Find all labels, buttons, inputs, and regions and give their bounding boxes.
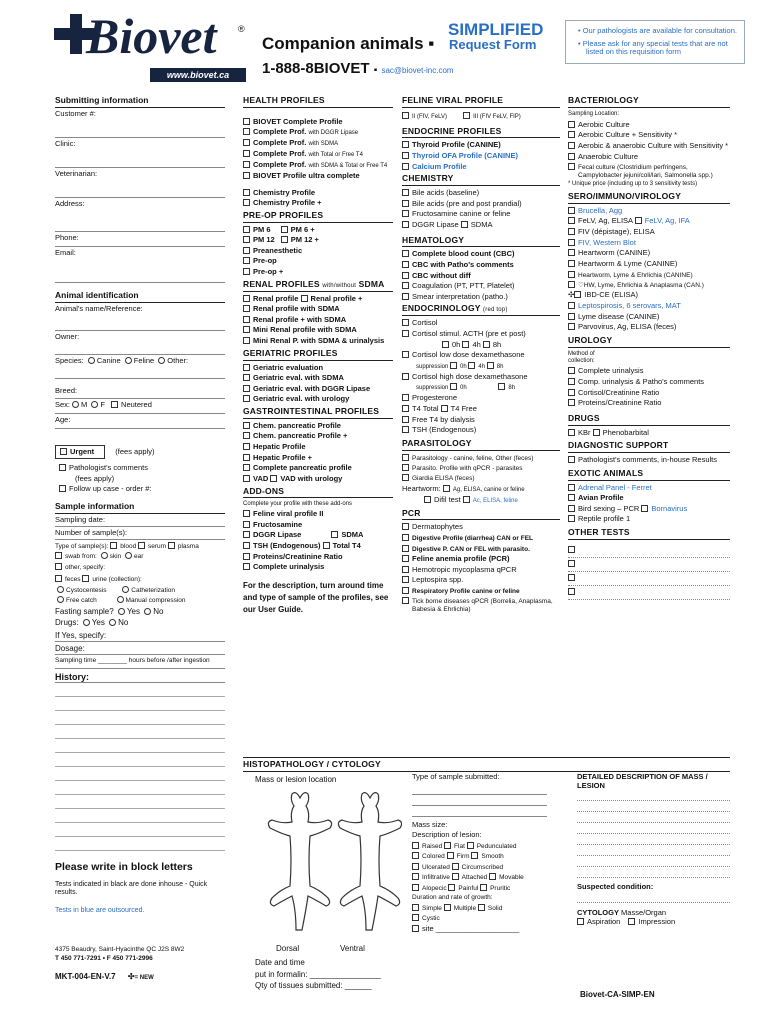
addons-sub: Complete your profile with these add-ons bbox=[243, 501, 353, 508]
block-letters: Please write in block letters bbox=[55, 861, 193, 874]
duration-label: Duration and rate of growth: bbox=[412, 894, 493, 902]
bact-title: BACTERIOLOGY bbox=[568, 96, 730, 108]
canine-radio[interactable] bbox=[88, 357, 95, 364]
mass-size-field[interactable]: Mass size: bbox=[412, 819, 448, 829]
manual-radio[interactable] bbox=[117, 596, 124, 603]
hema-item[interactable]: Smear interpretation (patho.) bbox=[402, 293, 560, 302]
sero-item[interactable]: ✣ IBD-CE (ELISA) bbox=[568, 290, 639, 300]
veterinarian-field[interactable]: Veterinarian: bbox=[55, 168, 225, 198]
drugs-title: DRUGS bbox=[568, 414, 730, 426]
detailed-lines[interactable] bbox=[577, 790, 730, 878]
registered-mark: ® bbox=[238, 24, 245, 34]
sampling-date-field[interactable]: Sampling date: bbox=[55, 514, 225, 527]
lesion-row: Alopecic Painful Pruritic bbox=[412, 884, 562, 892]
pcr-item[interactable]: Respiratory Profile canine or feline bbox=[402, 587, 560, 595]
note-1: • Our pathologists are available for consultation. bbox=[578, 26, 737, 35]
sample-number-field[interactable]: Number of sample(s): bbox=[55, 527, 225, 540]
impression-checkbox[interactable] bbox=[628, 918, 635, 925]
chem-row: DGGR Lipase SDMA bbox=[402, 221, 560, 230]
column-2 bbox=[243, 96, 393, 616]
sero-item[interactable]: Heartworm (CANINE) bbox=[568, 249, 730, 258]
follow-up-checkbox[interactable]: Follow up case - order #: bbox=[55, 485, 225, 494]
exotic-row: Bird sexing – PCR Bornavirus bbox=[568, 505, 730, 514]
formalin-block: Date and time put in formalin: ________________ Qty of tissues submitted: ______ bbox=[255, 958, 381, 991]
uro-title: UROLOGY bbox=[568, 336, 730, 348]
sero-item[interactable]: Heartworm & Lyme (CANINE) bbox=[568, 260, 730, 269]
blood-checkbox[interactable] bbox=[110, 542, 117, 549]
form-code: MKT-004-EN-V.7 ✣= NEW bbox=[55, 972, 154, 982]
vad-urology-checkbox[interactable] bbox=[270, 475, 277, 482]
pcr-item[interactable]: Feline anemia profile (PCR) bbox=[402, 555, 560, 564]
addons-title: ADD-ONS bbox=[243, 487, 393, 499]
sample-types-row: Type of sample(s): blood serum plasma bbox=[55, 542, 199, 550]
telephone: T 450 771-7291 • F 450 771-2996 bbox=[55, 955, 153, 962]
geri-item[interactable]: Geriatric eval. with DGGR Lipase bbox=[243, 385, 393, 394]
histo-title: HISTOPATHOLOGY / CYTOLOGY bbox=[243, 757, 730, 772]
lesion-row: Ulcerated Circumscribed bbox=[412, 863, 562, 871]
preop-row-1: PM 6 PM 6 + bbox=[243, 226, 393, 235]
preop-item[interactable]: Pre-op bbox=[243, 257, 393, 266]
animal-diagram[interactable] bbox=[262, 790, 402, 940]
sero-item[interactable]: Lyme disease (CANINE) bbox=[568, 313, 730, 322]
vad-checkbox[interactable] bbox=[243, 475, 250, 482]
sero-item[interactable]: Brucella, Agg bbox=[568, 207, 730, 216]
urgent-row: Urgent (fees apply) bbox=[55, 445, 225, 460]
email-field[interactable]: Email: bbox=[55, 247, 225, 283]
sample-type-label: Type of sample submitted: bbox=[412, 772, 500, 781]
cytology-label: CYTOLOGY Masse/Organ bbox=[577, 907, 667, 917]
addon-item[interactable]: Proteins/Creatinine Ratio bbox=[243, 553, 393, 562]
other-tests-lines[interactable] bbox=[568, 546, 730, 600]
dorsal-outline bbox=[268, 793, 331, 930]
gastro-title: GASTROINTESTINAL PROFILES bbox=[243, 407, 393, 419]
swab-row: swab from: skin ear bbox=[55, 552, 225, 560]
comments-checkbox[interactable]: Pathologist's comments bbox=[55, 464, 225, 473]
renal-row-1: Renal profile Renal profile + bbox=[243, 295, 393, 304]
exotic-title: EXOTIC ANIMALS bbox=[568, 469, 730, 481]
renalplus-checkbox[interactable] bbox=[301, 295, 308, 302]
email-link: sac@biovet-inc.com bbox=[381, 66, 454, 75]
formalin-field[interactable]: put in formalin: ________________ bbox=[255, 969, 381, 979]
chem-item[interactable]: Fructosamine canine or feline bbox=[402, 210, 560, 219]
hema-item[interactable]: CBC with Patho's comments bbox=[402, 261, 560, 270]
sdma-chem-checkbox[interactable] bbox=[461, 221, 468, 228]
column-4 bbox=[568, 96, 730, 602]
address: 4375 Beaudry, Saint-Hyacinthe QC J2S 8W2 bbox=[55, 945, 185, 953]
pcr-item[interactable]: Digestive P. CAN or FEL with parasito. bbox=[402, 545, 560, 553]
parasit-item[interactable]: Giardia ELISA (feces) bbox=[402, 474, 560, 482]
left-column bbox=[55, 96, 225, 982]
qty-field[interactable]: Qty of tissues submitted: ______ bbox=[255, 981, 372, 991]
comments-fees: (fees apply) bbox=[75, 473, 115, 483]
skin-radio[interactable] bbox=[101, 552, 108, 559]
difil-row: Difil test Ac, ELISA, feline bbox=[402, 496, 560, 505]
sex-field[interactable]: Sex: M F Neutered bbox=[55, 399, 225, 414]
feces-checkbox[interactable] bbox=[55, 575, 62, 582]
species-field[interactable]: Species: Canine Feline Other: bbox=[55, 355, 225, 379]
hema-title: HEMATOLOGY bbox=[402, 236, 560, 248]
bact-item[interactable]: Anaerobic Culture bbox=[568, 153, 730, 162]
geri-item[interactable]: Geriatric eval. with urology bbox=[243, 395, 393, 404]
age-field[interactable]: Age: bbox=[55, 414, 225, 429]
feline-ii-checkbox[interactable] bbox=[402, 112, 409, 119]
pcr-item[interactable]: Dermatophytes bbox=[402, 523, 560, 532]
feline-iii-checkbox[interactable] bbox=[463, 112, 470, 119]
pcr-item[interactable]: Digestive Profile (diarrhea) CAN or FEL bbox=[402, 534, 560, 542]
uro-item[interactable]: Proteins/Creatinine Ratio bbox=[568, 399, 730, 408]
hema-item[interactable]: CBC without diff bbox=[402, 272, 560, 281]
parasit-title: PARASITOLOGY bbox=[402, 439, 560, 451]
customer-field[interactable]: Customer #: bbox=[55, 108, 225, 138]
drugs-no-radio[interactable] bbox=[109, 619, 116, 626]
hema-item[interactable]: Complete blood count (CBC) bbox=[402, 250, 560, 259]
endocrin-item[interactable]: Cortisol high dose dexamethasone bbox=[402, 373, 560, 382]
exotic-item[interactable]: Reptile profile 1 bbox=[568, 515, 730, 524]
preop-item[interactable]: Pre-op + bbox=[243, 268, 393, 277]
suspected-label[interactable]: Suspected condition: bbox=[577, 882, 654, 892]
addon-row: TSH (Endogenous) Total T4 bbox=[243, 542, 393, 551]
geri-item[interactable]: Geriatric eval. with SDMA bbox=[243, 374, 393, 383]
plus-icon-vertical bbox=[70, 14, 82, 54]
preop-row-2: PM 12 PM 12 + bbox=[243, 236, 393, 245]
addon-item[interactable]: Fructosamine bbox=[243, 521, 393, 530]
history-lines[interactable] bbox=[55, 683, 225, 851]
gastro-item[interactable]: Hepatic Profile + bbox=[243, 454, 393, 463]
collection-row-2: Free catch Manual compression bbox=[55, 596, 225, 604]
detailed-title: DETAILED DESCRIPTION OF MASS / LESION bbox=[577, 772, 708, 790]
breed-field[interactable]: Breed: bbox=[55, 385, 225, 399]
lesion-row: Infiltrative Attached Movable bbox=[412, 873, 562, 881]
heartworm-row: Heartworm: Ag, ELISA, canine or feline bbox=[402, 483, 525, 493]
drugs-yes-radio[interactable] bbox=[83, 619, 90, 626]
pm12-checkbox[interactable] bbox=[243, 236, 250, 243]
geri-title: GERIATRIC PROFILES bbox=[243, 349, 393, 361]
dggr-checkbox[interactable] bbox=[243, 531, 250, 538]
drugs-row: Drugs: Yes No bbox=[55, 617, 129, 627]
sero-title: SERO/IMMUNO/VIROLOGY bbox=[568, 192, 730, 204]
dorsal-label: Dorsal bbox=[276, 944, 300, 953]
site-field[interactable]: site ____________________ bbox=[412, 925, 562, 934]
simple-row: Simple Multiple Solid bbox=[412, 904, 562, 912]
pm6plus-checkbox[interactable] bbox=[281, 226, 288, 233]
swab-checkbox[interactable] bbox=[55, 552, 62, 559]
pcr-item[interactable]: Tick borne diseases qPCR (Borrelia, Anaplasma, Babesia & Ehrlichia) bbox=[402, 597, 560, 613]
new-icon: ✣ bbox=[127, 972, 135, 982]
diag-title: DIAGNOSTIC SUPPORT bbox=[568, 441, 730, 453]
chem-item[interactable]: Bile acids (baseline) bbox=[402, 189, 560, 198]
sample-title: Sample information bbox=[55, 502, 225, 514]
male-radio[interactable] bbox=[72, 401, 79, 408]
fasting-no-radio[interactable] bbox=[144, 608, 151, 615]
plasma-checkbox[interactable] bbox=[168, 542, 175, 549]
sero-item[interactable]: Parvovirus, Ag, ELISA (feces) bbox=[568, 323, 730, 332]
uro-item[interactable]: Comp. urinalysis & Patho's comments bbox=[568, 378, 730, 387]
health-item[interactable]: Chemistry Profile bbox=[243, 189, 393, 198]
outsourced-note: Tests in blue are outsourced. bbox=[55, 907, 145, 915]
cyto-row: Aspiration Impression bbox=[577, 918, 730, 927]
pm12plus-checkbox[interactable] bbox=[281, 236, 288, 243]
geri-item[interactable]: Geriatric evaluation bbox=[243, 364, 393, 373]
header-notes bbox=[565, 20, 745, 64]
clinic-field[interactable]: Clinic: bbox=[55, 138, 225, 168]
gastro-row-vad: VAD VAD with urology bbox=[243, 475, 393, 484]
ventral-label: Ventral bbox=[340, 944, 365, 953]
health-item[interactable]: Complete Prof. with DGGR Lipase bbox=[243, 128, 393, 137]
addon-row: DGGR Lipase SDMA bbox=[243, 531, 393, 540]
lesion-column bbox=[412, 773, 562, 935]
cysto-radio[interactable] bbox=[57, 586, 64, 593]
health-item[interactable]: Complete Prof. with SDMA bbox=[243, 139, 393, 148]
urgent-box[interactable]: Urgent bbox=[55, 445, 105, 460]
lesion-row: Raised Flat Pedunculated bbox=[412, 842, 562, 850]
addon-item[interactable]: Feline viral profile II bbox=[243, 510, 393, 519]
uro-item[interactable]: Complete urinalysis bbox=[568, 367, 730, 376]
ventral-outline bbox=[338, 793, 401, 930]
feces-urine-row: feces urine (collection): bbox=[55, 575, 225, 583]
sero-item[interactable]: ♡HW, Lyme, Ehrlichia & Anaplasma (CAN.) bbox=[568, 281, 730, 289]
pcr-item[interactable]: Leptospira spp. bbox=[402, 576, 560, 585]
logo bbox=[50, 8, 250, 86]
acth-times: 0h 4h 8h bbox=[402, 341, 560, 350]
lesion-row: Colored Firm Smooth bbox=[412, 852, 562, 860]
bact-item[interactable]: Aerobic & anaerobic Culture with Sensitivity * bbox=[568, 142, 730, 151]
sampling-time-field[interactable]: Sampling time ________ hours before /after ingestion bbox=[55, 655, 225, 669]
method-collection[interactable]: Method of collection: bbox=[568, 350, 595, 364]
new-star-icon: ✣ bbox=[568, 290, 575, 300]
form-title: Companion animals ▪ bbox=[262, 34, 435, 53]
address-field[interactable]: Address: bbox=[55, 198, 225, 232]
endocrin-item[interactable]: Progesterone bbox=[402, 394, 560, 403]
preop-item[interactable]: Preanesthetic bbox=[243, 247, 393, 256]
bact-item[interactable]: Fecal culture (Clostridium perfringens, Campylobacter jejuni/coli/lari, Salmonella spp.) bbox=[568, 163, 730, 179]
feline-title: FELINE VIRAL PROFILE bbox=[402, 96, 560, 108]
low-dose-times: suppression 0h 4h 8h bbox=[416, 363, 504, 370]
addon-item[interactable]: Complete urinalysis bbox=[243, 563, 393, 572]
urine-checkbox[interactable] bbox=[82, 575, 89, 582]
renal-item[interactable]: Mini Renal P. with SDMA & urinalysis bbox=[243, 337, 393, 346]
website-banner: www.biovet.ca bbox=[150, 68, 246, 82]
submitting-title: Submitting information bbox=[55, 96, 225, 108]
note-2: • Please ask for any special tests that are not listed on this requisition form bbox=[578, 38, 728, 57]
other-radio[interactable] bbox=[158, 357, 165, 364]
phone-field[interactable]: Phone: bbox=[55, 232, 225, 247]
gastro-item[interactable]: Complete pancreatic profile bbox=[243, 464, 393, 473]
logo-text: Biovet bbox=[86, 8, 217, 64]
preop-title: PRE-OP PROFILES bbox=[243, 211, 393, 223]
bact-item[interactable]: Aerobic Culture bbox=[568, 121, 730, 130]
feline-radio[interactable] bbox=[125, 357, 132, 364]
parasit-item[interactable]: Parasitology - canine, feline, Other (feces) bbox=[402, 454, 560, 462]
pcr-item[interactable]: Hemotropic mycoplasma qPCR bbox=[402, 566, 560, 575]
detailed-column bbox=[577, 773, 730, 928]
diag-item[interactable]: Pathologist's comments, in-house Results bbox=[568, 456, 730, 465]
inhouse-note: Tests indicated in black are done inhouse - Quick results. bbox=[55, 881, 208, 897]
renal-checkbox[interactable] bbox=[243, 295, 250, 302]
tsh-checkbox[interactable] bbox=[243, 542, 250, 549]
history-label: History: bbox=[55, 672, 225, 683]
endo-item[interactable]: Thyroid OFA Profile (CANINE) bbox=[402, 152, 560, 161]
chem-item[interactable]: Bile acids (pre and post prandial) bbox=[402, 200, 560, 209]
column-3 bbox=[402, 96, 560, 615]
sdma-checkbox[interactable] bbox=[331, 531, 338, 538]
heart-icon: ♡ bbox=[578, 281, 584, 289]
fasting-row: Fasting sample? Yes No bbox=[55, 606, 164, 616]
gastro-item[interactable]: Hepatic Profile bbox=[243, 443, 393, 452]
endocrin-item[interactable]: Cortisol stimul. ACTH (pre et post) bbox=[402, 330, 560, 339]
chem-title: CHEMISTRY bbox=[402, 174, 560, 186]
high-dose-times: suppression 0h 8h bbox=[416, 385, 516, 392]
endocrin-row: T4 Total T4 Free bbox=[402, 405, 560, 414]
endo-item[interactable]: Thyroid Profile (CANINE) bbox=[402, 141, 560, 150]
other-title: OTHER TESTS bbox=[568, 528, 730, 540]
aspiration-checkbox[interactable] bbox=[577, 918, 584, 925]
gastro-item[interactable]: Chem. pancreatic Profile + bbox=[243, 432, 393, 441]
sero-item[interactable]: Leptospirosis, 6 serovars, MAT bbox=[568, 302, 730, 311]
phone-line: 1-888-8BIOVET ▪ sac@biovet-inc.com bbox=[262, 60, 454, 77]
if-yes-field[interactable]: If Yes, specify: bbox=[55, 629, 225, 642]
animal-name-field[interactable]: Animal's name/Reference: bbox=[55, 303, 225, 331]
bact-item[interactable]: Aerobic Culture + Sensitivity * bbox=[568, 131, 730, 140]
user-guide-note: For the description, turn around time and type of sample of the profiles, see our User Guide. bbox=[243, 580, 389, 614]
sero-item[interactable]: FIV (dépistage), ELISA bbox=[568, 228, 730, 237]
endocrin-item[interactable]: Cortisol low dose dexamethasone bbox=[402, 351, 560, 360]
mass-location-label: Mass or lesion location bbox=[255, 775, 337, 784]
uro-item[interactable]: Cortisol/Creatinine Ratio bbox=[568, 389, 730, 398]
health-item[interactable]: Chemistry Profile + bbox=[243, 199, 393, 208]
form-code-2: Biovet-CA-SIMP-EN bbox=[580, 990, 655, 999]
pm6-checkbox[interactable] bbox=[243, 226, 250, 233]
dosage-field[interactable]: Dosage: bbox=[55, 642, 225, 655]
other-sample-row[interactable]: other, specify: bbox=[55, 563, 225, 571]
endocrin-item[interactable]: TSH (Endogenous) bbox=[402, 426, 560, 435]
animal-title: Animal identification bbox=[55, 291, 225, 303]
ear-radio[interactable] bbox=[125, 552, 132, 559]
collection-row-1: Cystocentesis Catheterization bbox=[55, 586, 225, 594]
sero-item[interactable]: Heartworm, Lyme & Ehrlichia (CANINE) bbox=[568, 271, 730, 279]
renal-title: RENAL PROFILES with/without SDMA bbox=[243, 280, 393, 292]
lesion-desc-label: Description of lesion: bbox=[412, 830, 482, 840]
endo-title: ENDOCRINE PROFILES bbox=[402, 127, 560, 139]
bact-note: * Unique price (including up to 3 sensitivity tests) bbox=[568, 181, 698, 188]
sampling-location[interactable]: Sampling Location: bbox=[568, 110, 620, 117]
neutered-checkbox[interactable] bbox=[111, 401, 118, 408]
sero-row: FeLV, Ag, ELISA FeLV, Ag, IFA bbox=[568, 217, 730, 226]
simplified-label: SIMPLIFIED bbox=[448, 20, 544, 39]
free-catch-radio[interactable] bbox=[57, 596, 64, 603]
gastro-item[interactable]: Chem. pancreatic Profile bbox=[243, 422, 393, 431]
endo-item[interactable]: Calcium Profile bbox=[402, 163, 560, 172]
parasit-item[interactable]: Parasito. Profile with qPCR - parasites bbox=[402, 464, 560, 472]
renal-item[interactable]: Mini Renal profile with SDMA bbox=[243, 326, 393, 335]
health-item[interactable]: BIOVET Complete Profile bbox=[243, 118, 393, 127]
endocrin-item[interactable]: Cortisol bbox=[402, 319, 560, 328]
hema-item[interactable]: Coagulation (PT, PTT, Platelet) bbox=[402, 282, 560, 291]
dggr-chem-checkbox[interactable] bbox=[402, 221, 409, 228]
feline-row: II (FIV, FeLV) III (FIV FeLV, FIP) bbox=[402, 112, 560, 121]
serum-checkbox[interactable] bbox=[138, 542, 145, 549]
renal-item[interactable]: Renal profile + with SDMA bbox=[243, 316, 393, 325]
cath-radio[interactable] bbox=[122, 586, 129, 593]
health-title: HEALTH PROFILES bbox=[243, 96, 393, 108]
drugs-row: KBr Phenobarbital bbox=[568, 429, 730, 438]
female-radio[interactable] bbox=[91, 401, 98, 408]
sero-item[interactable]: FIV, Western Blot bbox=[568, 239, 730, 248]
request-form-label: Request Form bbox=[449, 37, 537, 52]
owner-field[interactable]: Owner: bbox=[55, 331, 225, 355]
exotic-item[interactable]: Avian Profile bbox=[568, 494, 730, 503]
health-item[interactable]: Complete Prof. with Total or Free T4 bbox=[243, 150, 393, 159]
exotic-item[interactable]: Adrenal Panel - Ferret bbox=[568, 484, 730, 493]
health-item[interactable]: Complete Prof. with SDMA & Total or Free T4 bbox=[243, 161, 393, 170]
cystic-row[interactable]: Cystic bbox=[412, 914, 562, 922]
health-item[interactable]: BIOVET Profile ultra complete bbox=[243, 172, 393, 181]
endocrin-item[interactable]: Free T4 by dialysis bbox=[402, 416, 560, 425]
pcr-title: PCR bbox=[402, 509, 560, 521]
fasting-yes-radio[interactable] bbox=[118, 608, 125, 615]
renal-item[interactable]: Renal profile with SDMA bbox=[243, 305, 393, 314]
t4-checkbox[interactable] bbox=[323, 542, 330, 549]
endocrin-title: ENDOCRINOLOGY (red top) bbox=[402, 304, 560, 316]
